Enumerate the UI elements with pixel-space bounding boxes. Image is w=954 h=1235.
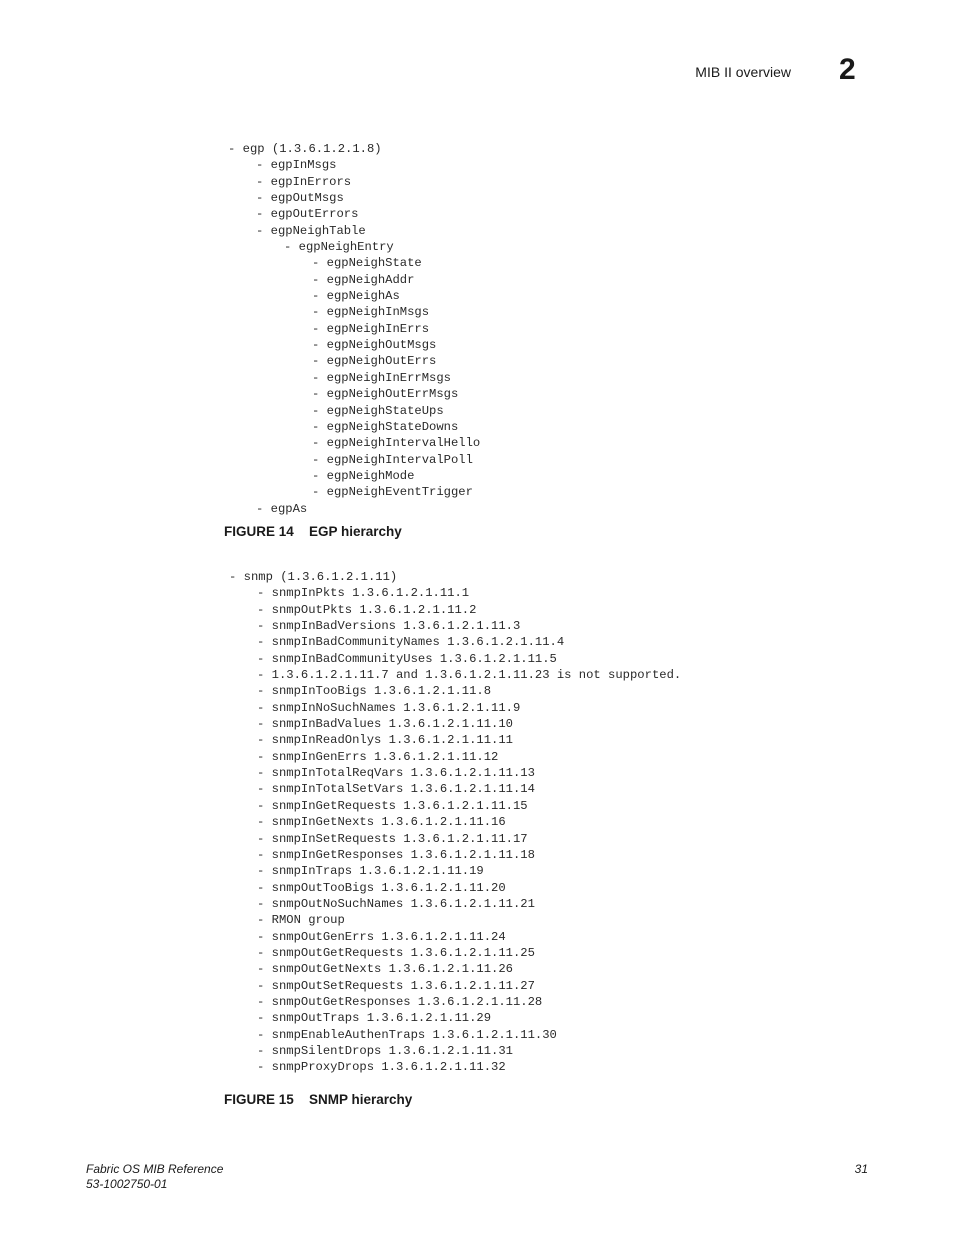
tree-item: - RMON group <box>257 913 345 928</box>
figure-label: FIGURE 14 <box>224 524 294 539</box>
footer-doc-number: 53-1002750-01 <box>86 1177 168 1191</box>
tree-item: - egpNeighInErrs <box>312 321 430 336</box>
tree-item: - snmpOutPkts 1.3.6.1.2.1.11.2 <box>257 602 477 617</box>
snmp-hierarchy-tree <box>0 569 681 1076</box>
tree-item: - snmpOutGetNexts 1.3.6.1.2.1.11.26 <box>257 962 513 977</box>
figure-14-caption <box>224 524 402 539</box>
tree-item: - snmpOutGetRequests 1.3.6.1.2.1.11.25 <box>257 945 535 960</box>
tree-item: - egpNeighTable <box>256 223 366 238</box>
egp-hierarchy-tree <box>0 141 480 517</box>
footer-page-number: 31 <box>854 1162 868 1176</box>
tree-item: - snmpInBadVersions 1.3.6.1.2.1.11.3 <box>257 619 521 634</box>
tree-item: - snmpOutNoSuchNames 1.3.6.1.2.1.11.21 <box>257 896 535 911</box>
tree-item: - snmpOutSetRequests 1.3.6.1.2.1.11.27 <box>257 978 535 993</box>
tree-item: - egpNeighIntervalPoll <box>312 452 473 467</box>
tree-item: - egp (1.3.6.1.2.1.8) <box>228 142 382 156</box>
tree-item: - snmpInSetRequests 1.3.6.1.2.1.11.17 <box>257 831 528 846</box>
tree-item: - 1.3.6.1.2.1.11.7 and 1.3.6.1.2.1.11.23 is not supported. <box>257 668 682 683</box>
figure-title: EGP hierarchy <box>309 524 402 539</box>
tree-item: - egpNeighEventTrigger <box>312 485 473 500</box>
chapter-number: 2 <box>839 53 856 86</box>
tree-item: - snmpInTotalSetVars 1.3.6.1.2.1.11.14 <box>257 782 535 797</box>
tree-item: - snmp (1.3.6.1.2.1.11) <box>229 570 398 584</box>
tree-item: - egpInMsgs <box>256 158 337 173</box>
tree-item: - egpAs <box>256 501 308 516</box>
tree-item: - snmpInTooBigs 1.3.6.1.2.1.11.8 <box>257 684 492 699</box>
tree-item: - snmpInPkts 1.3.6.1.2.1.11.1 <box>257 586 470 601</box>
tree-item: - snmpInBadValues 1.3.6.1.2.1.11.10 <box>257 717 513 732</box>
tree-item: - snmpInTotalReqVars 1.3.6.1.2.1.11.13 <box>257 766 535 781</box>
tree-item: - egpNeighStateDowns <box>312 419 459 434</box>
tree-item: - egpNeighAs <box>312 289 400 304</box>
tree-item: - egpNeighMode <box>312 468 415 483</box>
tree-item: - egpOutErrors <box>256 207 359 222</box>
tree-item: - egpNeighInErrMsgs <box>312 370 451 385</box>
tree-item: - egpNeighState <box>312 256 422 271</box>
tree-item: - egpNeighAddr <box>312 272 415 287</box>
tree-item: - snmpOutTraps 1.3.6.1.2.1.11.29 <box>257 1011 492 1026</box>
tree-item: - snmpOutGetResponses 1.3.6.1.2.1.11.28 <box>257 994 543 1009</box>
tree-item: - snmpInTraps 1.3.6.1.2.1.11.19 <box>257 864 484 879</box>
tree-item: - snmpInGetNexts 1.3.6.1.2.1.11.16 <box>257 815 506 830</box>
tree-item: - egpNeighOutErrs <box>312 354 437 369</box>
tree-item: - egpNeighInMsgs <box>312 305 430 320</box>
tree-item: - snmpEnableAuthenTraps 1.3.6.1.2.1.11.30 <box>257 1027 557 1042</box>
footer-doc-info <box>86 1162 223 1192</box>
tree-item: - snmpInNoSuchNames 1.3.6.1.2.1.11.9 <box>257 700 521 715</box>
tree-item: - egpOutMsgs <box>256 191 344 206</box>
footer-doc-title: Fabric OS MIB Reference <box>86 1162 224 1176</box>
tree-item: - snmpSilentDrops 1.3.6.1.2.1.11.31 <box>257 1043 513 1058</box>
tree-item: - snmpOutGenErrs 1.3.6.1.2.1.11.24 <box>257 929 506 944</box>
tree-item: - egpInErrors <box>256 174 352 189</box>
tree-item: - egpNeighIntervalHello <box>312 436 481 451</box>
tree-item: - snmpInBadCommunityNames 1.3.6.1.2.1.11.4 <box>257 635 565 650</box>
tree-item: - snmpProxyDrops 1.3.6.1.2.1.11.32 <box>257 1060 506 1075</box>
figure-title: SNMP hierarchy <box>309 1092 413 1107</box>
figure-label: FIGURE 15 <box>224 1092 294 1107</box>
tree-item: - snmpInGetResponses 1.3.6.1.2.1.11.18 <box>257 847 535 862</box>
tree-item: - snmpInGetRequests 1.3.6.1.2.1.11.15 <box>257 798 528 813</box>
tree-item: - snmpInBadCommunityUses 1.3.6.1.2.1.11.5 <box>257 651 557 666</box>
figure-15-caption <box>224 1092 412 1107</box>
tree-item: - egpNeighStateUps <box>312 403 444 418</box>
tree-item: - egpNeighOutErrMsgs <box>312 387 459 402</box>
section-title: MIB II overview <box>695 64 791 80</box>
tree-item: - snmpOutTooBigs 1.3.6.1.2.1.11.20 <box>257 880 506 895</box>
tree-item: - snmpInReadOnlys 1.3.6.1.2.1.11.11 <box>257 733 513 748</box>
tree-item: - egpNeighOutMsgs <box>312 338 437 353</box>
tree-item: - snmpInGenErrs 1.3.6.1.2.1.11.12 <box>257 749 499 764</box>
tree-item: - egpNeighEntry <box>284 240 394 255</box>
